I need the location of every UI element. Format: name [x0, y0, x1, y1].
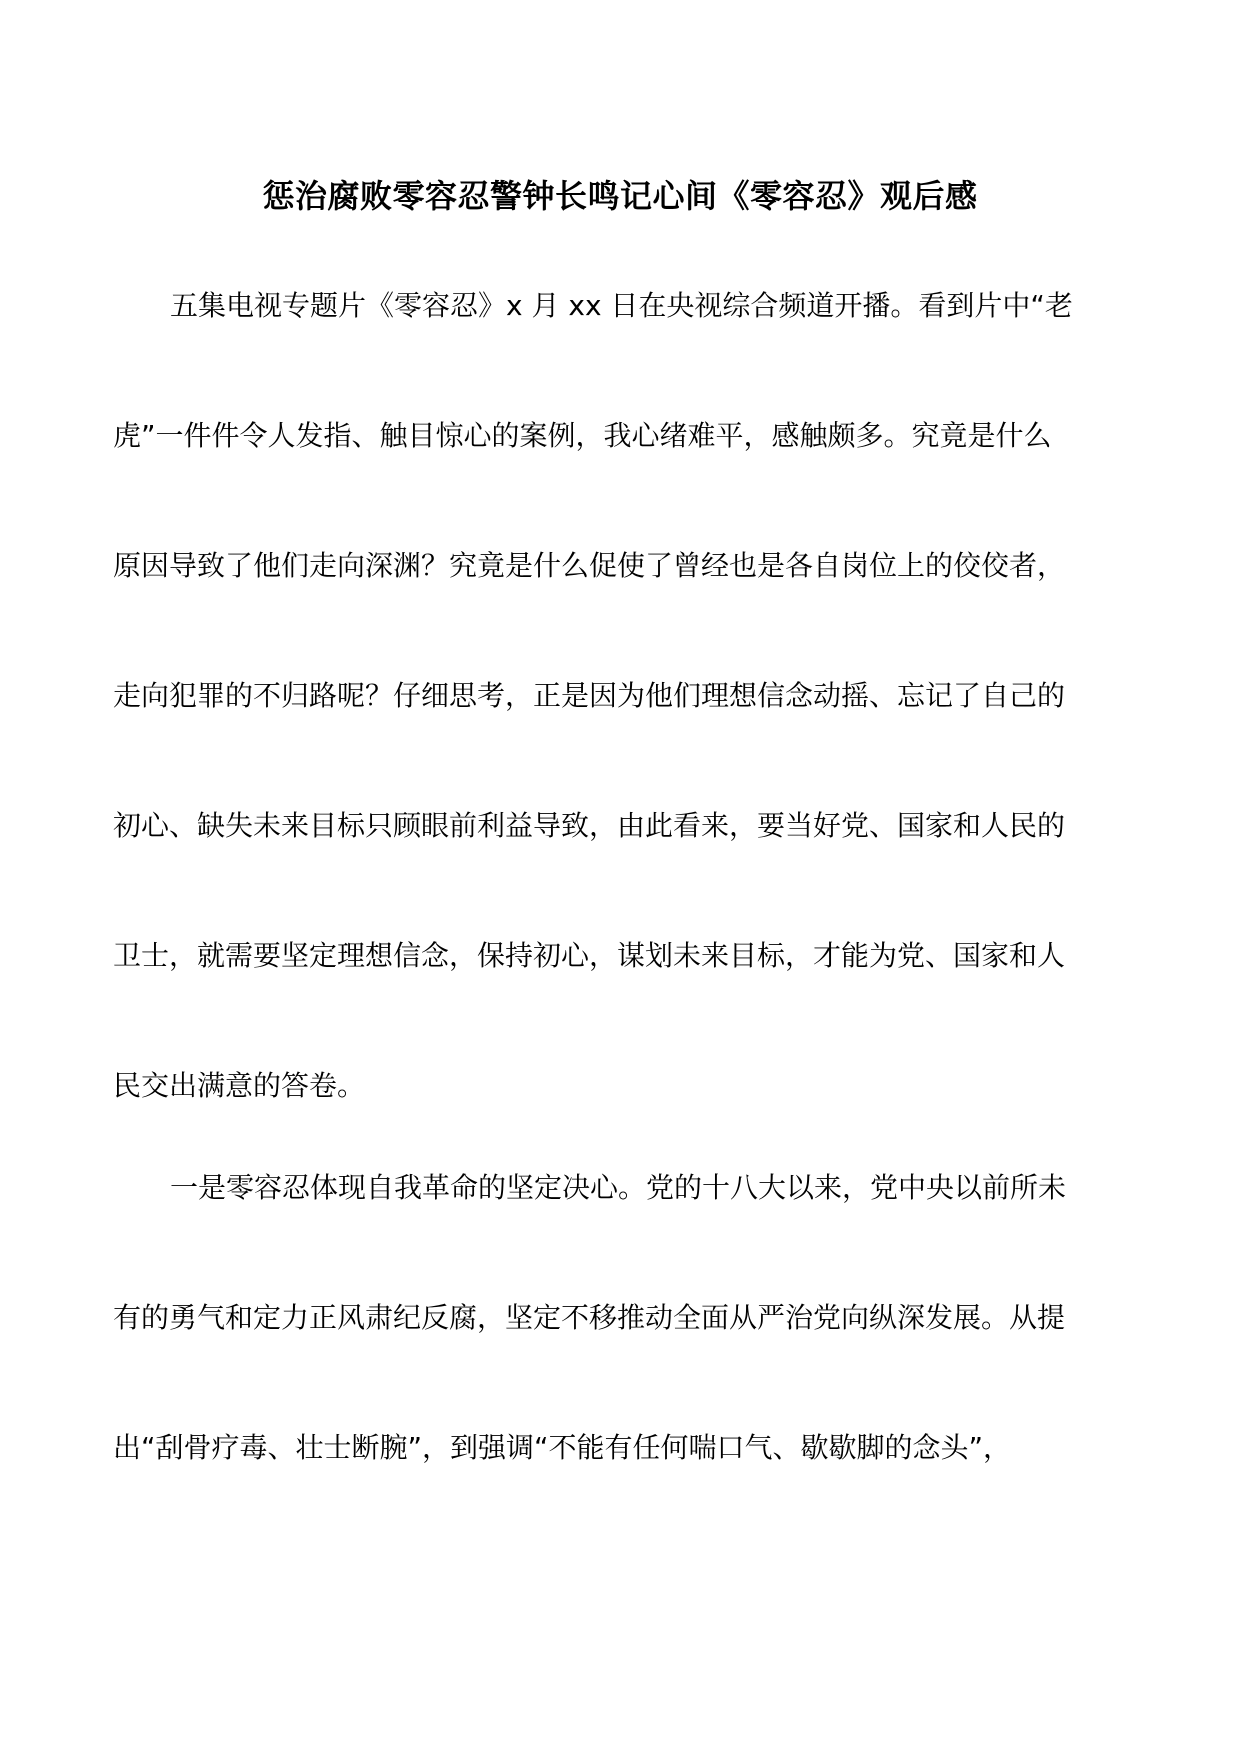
paragraph-line: 一是零容忍体现自我革命的坚定决心。党的十八大以来，党中央以前所未	[170, 1171, 1067, 1204]
document-title: 惩治腐败零容忍警钟长鸣记心间《零容忍》观后感	[262, 177, 978, 215]
paragraph-line: 走向犯罪的不归路呢？仔细思考，正是因为他们理想信念动摇、忘记了自己的	[113, 679, 1066, 712]
paragraph-line: 出“刮骨疗毒、壮士断腕”，到强调“不能有任何喘口气、歇歇脚的念头”，	[113, 1431, 1012, 1464]
paragraph-line: 卫士，就需要坚定理想信念，保持初心，谋划未来目标，才能为党、国家和人	[113, 939, 1066, 972]
paragraph-line: 民交出满意的答卷。	[113, 1069, 366, 1102]
paragraph-line: 初心、缺失未来目标只顾眼前利益导致，由此看来，要当好党、国家和人民的	[113, 809, 1066, 842]
paragraph-line: 五集电视专题片《零容忍》x 月 xx 日在央视综合频道开播。看到片中“老	[170, 289, 1073, 322]
paragraph-line: 原因导致了他们走向深渊？究竟是什么促使了曾经也是各自岗位上的佼佼者，	[113, 549, 1066, 582]
paragraph-line: 虎”一件件令人发指、触目惊心的案例，我心绪难平，感触颇多。究竟是什么	[113, 419, 1052, 452]
paragraph-line: 有的勇气和定力正风肃纪反腐，坚定不移推动全面从严治党向纵深发展。从提	[113, 1301, 1066, 1334]
